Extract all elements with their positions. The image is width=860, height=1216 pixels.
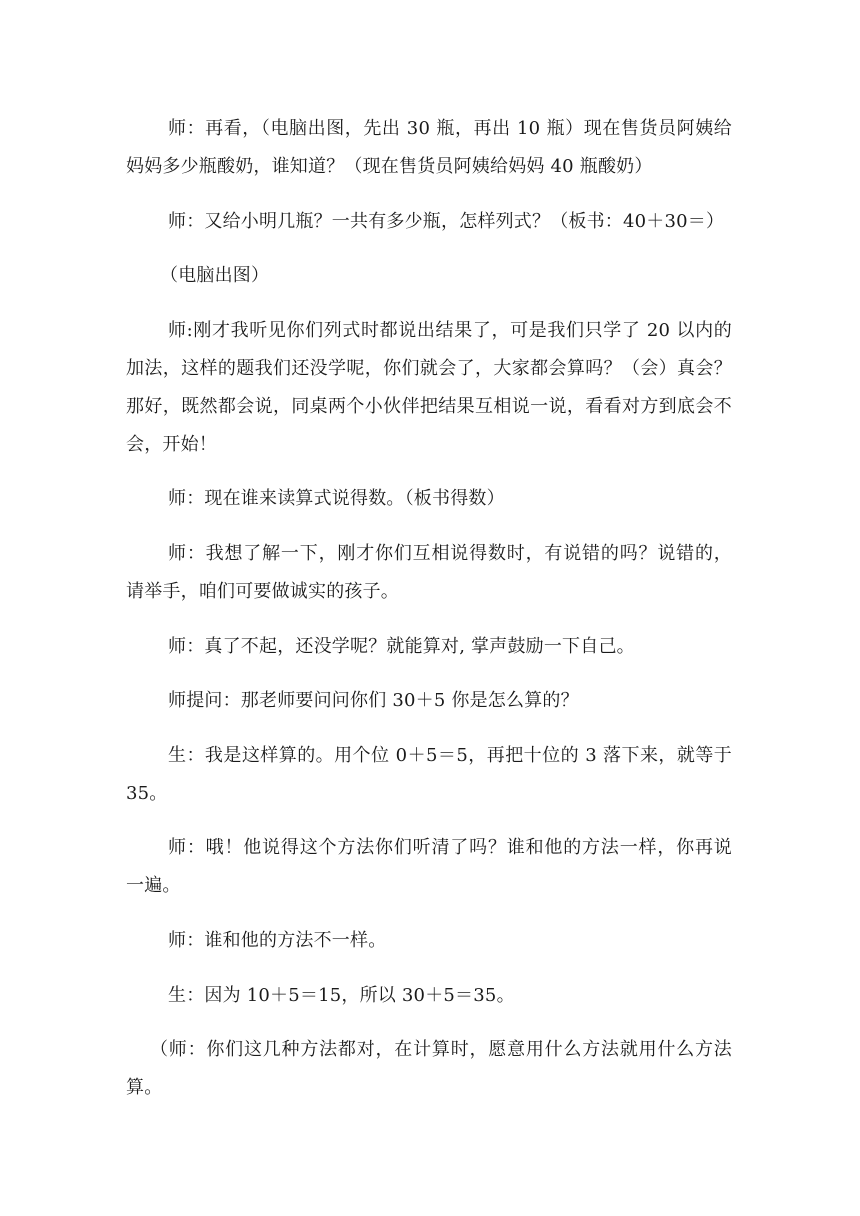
paragraph-1: 师：再看，（电脑出图，先出 30 瓶，再出 10 瓶）现在售货员阿姨给妈妈多少瓶酸奶，谁知道？（现在售货员阿姨给妈妈 40 瓶酸奶） (126, 118, 732, 177)
paragraph-9: 生：我是这样算的。用个位 0＋5＝5，再把十位的 3 落下来，就等于 35。 (126, 744, 732, 804)
paragraph-2: 师：又给小明几瓶？一共有多少瓶，怎样列式？（板书：40＋30＝） (168, 210, 725, 232)
paragraph-10: 师：哦！他说得这个方法你们听清了吗？谁和他的方法一样，你再说一遍。 (126, 837, 732, 897)
paragraph-4: 师:刚才我听见你们列式时都说出结果了，可是我们只学了 20 以内的加法，这样的题我们还没学呢，你们就会了，大家都会算吗？（会）真会？那好，既然都会说，同桌两个小伙伴把结果互相说一说，看看对方到底会不会，开始！ (126, 319, 732, 455)
paragraph-13: （师：你们这几种方法都对，在计算时，愿意用什么方法就用什么方法算。 (126, 1039, 732, 1099)
paragraph-12: 生：因为 10＋5＝15，所以 30＋5＝35。 (168, 984, 515, 1006)
paragraph-8: 师提问：那老师要问问你们 30＋5 你是怎么算的？ (168, 690, 579, 712)
document-body (126, 110, 732, 1124)
paragraph-6: 师：我想了解一下，刚才你们互相说得数时，有说错的吗？说错的，请举手，咱们可要做诚实的孩子。 (126, 542, 732, 602)
paragraph-7: 师：真了不起，还没学呢？就能算对, 掌声鼓励一下自己。 (168, 635, 635, 657)
paragraph-3: （电脑出图） (160, 265, 270, 287)
paragraph-5: 师：现在谁来读算式说得数。（板书得数） (168, 488, 505, 510)
paragraph-11: 师：谁和他的方法不一样。 (168, 929, 387, 951)
